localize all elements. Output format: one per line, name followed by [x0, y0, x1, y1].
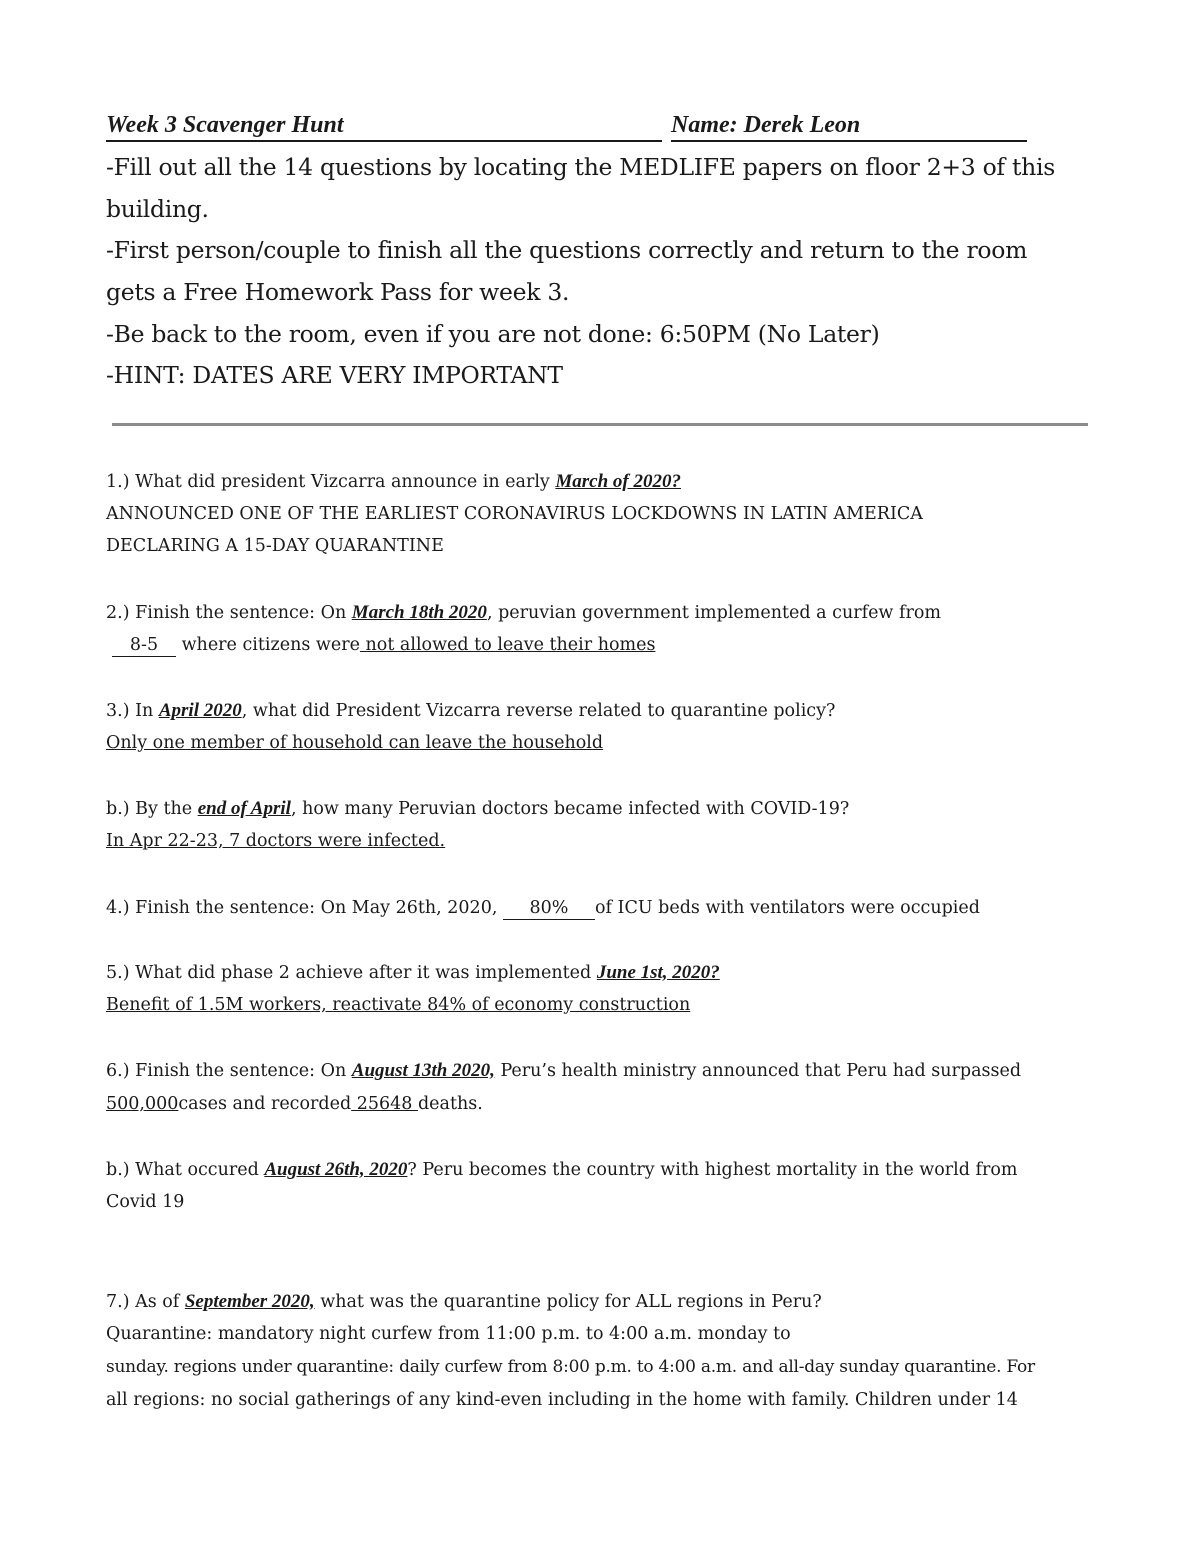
question-text: what was the quarantine policy for ALL regions in Peru? — [314, 1292, 822, 1312]
question-1 — [106, 466, 1096, 499]
question-text: ? Peru becomes the country with highest mortality in the world from — [407, 1160, 1018, 1180]
question-6b — [106, 1154, 1096, 1187]
answer-6b: Covid 19 — [106, 1192, 185, 1212]
question-date: April 2020 — [158, 700, 242, 721]
answer-3: Only one member of household can leave the household — [106, 733, 604, 753]
question-text: , how many Peruvian doctors became infected with COVID-19? — [290, 799, 850, 819]
question-6-cont — [106, 1088, 1096, 1121]
question-text: , peruvian government implemented a curfew from — [486, 603, 941, 623]
answer-blank: 8-5 — [112, 634, 176, 657]
question-2 — [106, 597, 1096, 630]
header — [106, 112, 1026, 144]
question-date: March 18th 2020 — [351, 602, 487, 623]
answer-7-cont: sunday. regions under quarantine: daily curfew from 8:00 p.m. to 4:00 a.m. and all-day sunday quarantine. For — [106, 1357, 1035, 1377]
question-text: where citizens were — [181, 635, 360, 655]
question-text: 7.) As of — [106, 1292, 185, 1312]
answer-blank: not allowed to leave their homes — [359, 635, 656, 655]
question-text: b.) What occured — [106, 1160, 265, 1180]
question-text: cases and recorded — [178, 1094, 352, 1114]
question-date: end of April — [197, 798, 291, 819]
question-text: deaths. — [417, 1094, 483, 1114]
question-text: Peru’s health ministry announced that Peru had surpassed — [494, 1061, 1022, 1081]
instruction-line: building. — [106, 195, 209, 223]
question-6 — [106, 1055, 1096, 1088]
question-date: August 26th, 2020 — [264, 1159, 408, 1180]
divider — [112, 423, 1088, 426]
question-text: b.) By the — [106, 799, 198, 819]
question-text: 1.) What did president Vizcarra announce in early — [106, 472, 556, 492]
question-date: August 13th 2020, — [351, 1060, 495, 1081]
answer-blank: 25648 — [351, 1094, 418, 1114]
question-text: 5.) What did phase 2 achieve after it was implemented — [106, 963, 597, 983]
question-text: 6.) Finish the sentence: On — [106, 1061, 352, 1081]
question-text: , what did President Vizcarra reverse related to quarantine policy? — [241, 701, 836, 721]
question-text: 3.) In — [106, 701, 159, 721]
question-text: of ICU beds with ventilators were occupied — [594, 898, 980, 918]
answer-3b-row — [106, 825, 1096, 858]
question-4 — [106, 892, 1096, 925]
question-3 — [106, 695, 1096, 728]
question-2-cont — [106, 629, 1096, 662]
answer-blank: 500,000 — [106, 1094, 179, 1114]
instruction-line: gets a Free Homework Pass for week 3. — [106, 278, 570, 306]
answer-blank: 80% — [503, 897, 595, 920]
question-text: 2.) Finish the sentence: On — [106, 603, 352, 623]
student-name: Name: Derek Leon — [671, 112, 1027, 142]
question-date: June 1st, 2020? — [596, 962, 720, 983]
instruction-line: -First person/couple to finish all the questions correctly and return to the room — [106, 236, 1028, 264]
question-5 — [106, 957, 1096, 990]
answer-1-cont: DECLARING A 15-DAY QUARANTINE — [106, 536, 444, 556]
answer-3b: In Apr 22-23, 7 doctors were infected. — [106, 831, 446, 851]
question-7 — [106, 1286, 1096, 1319]
answer-1: ANNOUNCED ONE OF THE EARLIEST CORONAVIRUS LOCKDOWNS IN LATIN AMERICA — [106, 504, 923, 524]
question-date: March of 2020? — [555, 471, 682, 492]
answer-5-row — [106, 989, 1096, 1022]
instruction-line: -Be back to the room, even if you are not done: 6:50PM (No Later) — [106, 320, 880, 348]
answer-7: Quarantine: mandatory night curfew from 11:00 p.m. to 4:00 a.m. monday to — [106, 1324, 791, 1344]
answer-7-cont: all regions: no social gatherings of any kind-even including in the home with family. Children under 14 — [106, 1390, 1018, 1410]
question-3b — [106, 793, 1096, 826]
worksheet-title: Week 3 Scavenger Hunt — [106, 112, 662, 142]
question-date: September 2020, — [184, 1291, 315, 1312]
answer-5: Benefit of 1.5M workers, reactivate 84% of economy construction — [106, 995, 691, 1015]
answer-3-row — [106, 727, 1096, 760]
instruction-line: -HINT: DATES ARE VERY IMPORTANT — [106, 361, 563, 389]
instruction-line: -Fill out all the 14 questions by locating the MEDLIFE papers on floor 2+3 of this — [106, 153, 1055, 181]
question-text: 4.) Finish the sentence: On May 26th, 2020, — [106, 898, 503, 918]
